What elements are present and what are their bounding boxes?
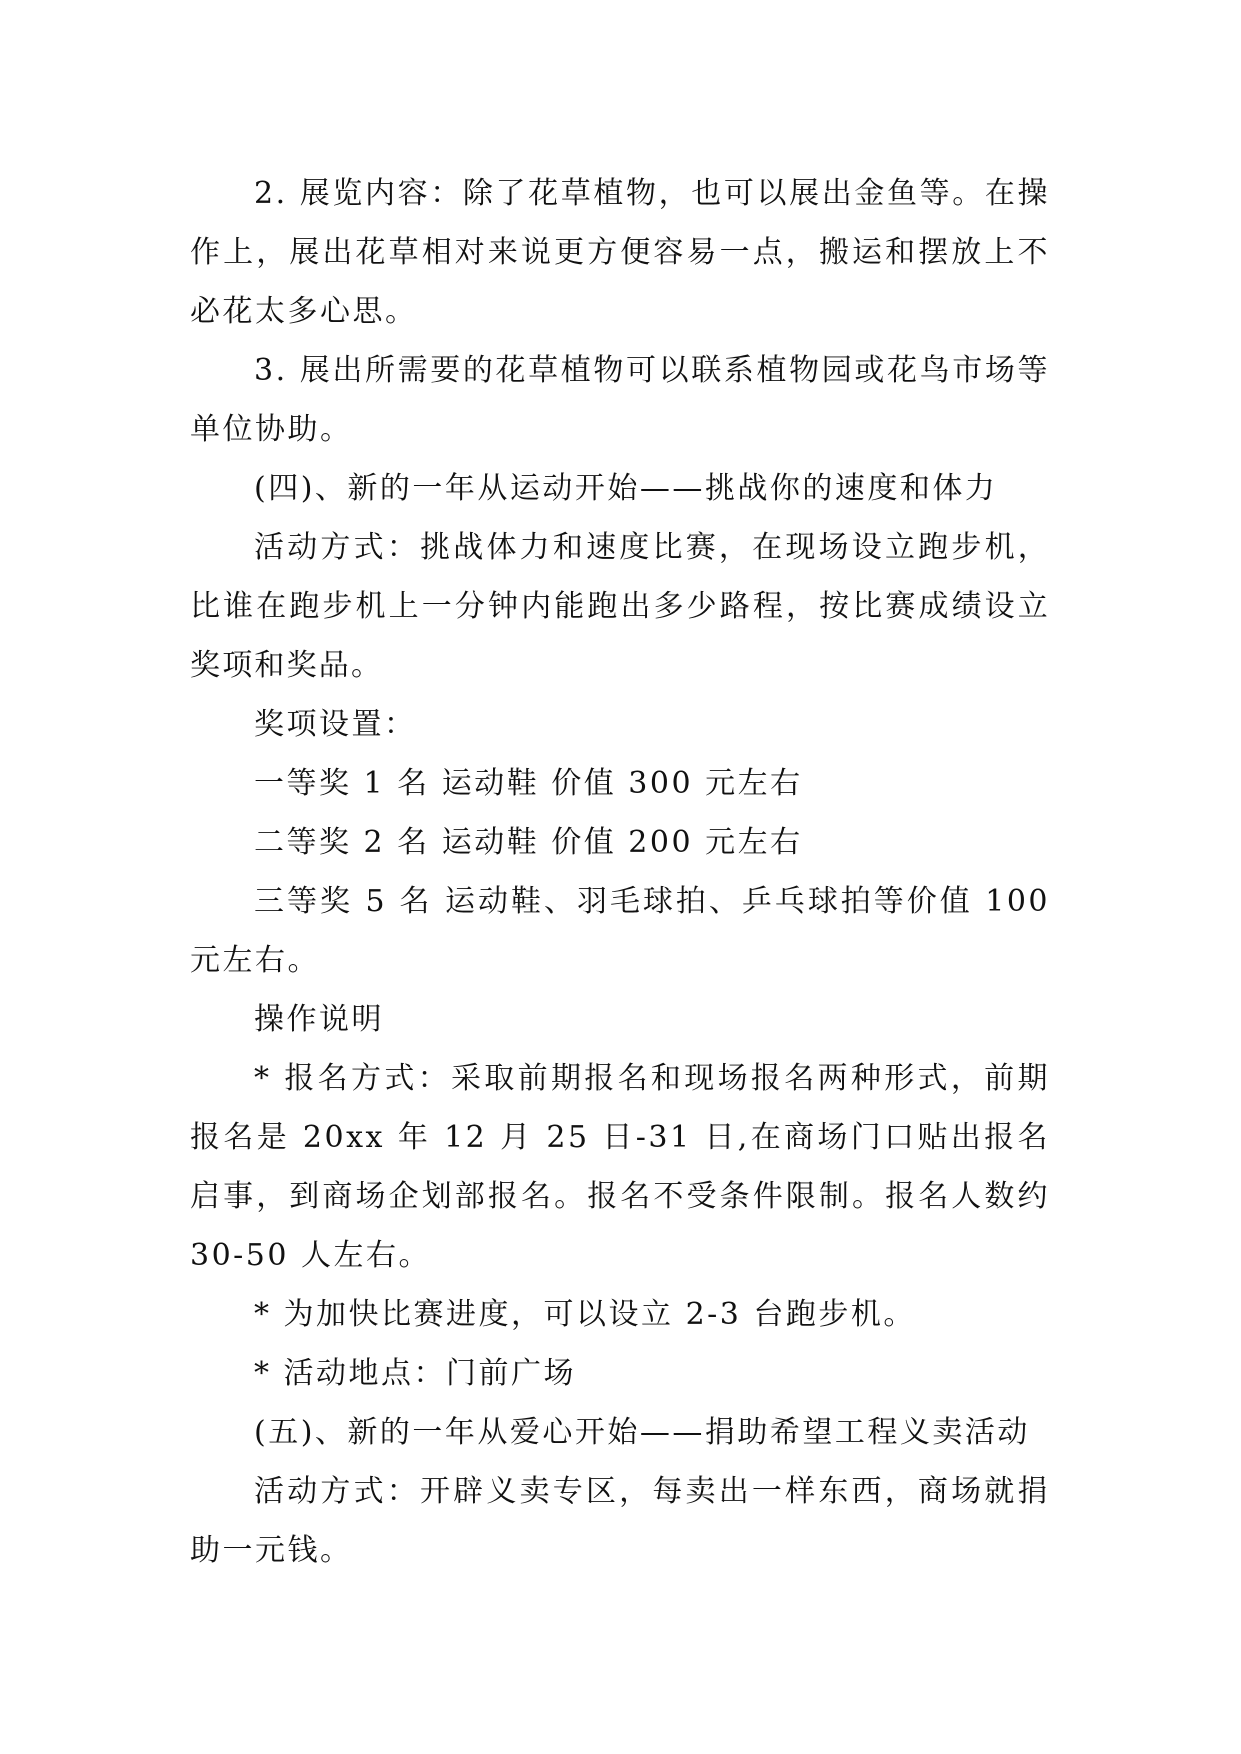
section-heading-5: (五)、新的一年从爱心开始——捐助希望工程义卖活动 — [254, 1415, 1030, 1450]
paragraph-operation-heading: 操作说明 — [254, 1002, 384, 1037]
paragraph-award-third: 三等奖 5 名 运动鞋、羽毛球拍、乒乓球拍等价值 100 元左右。 — [190, 884, 1050, 978]
paragraph-awards-heading: 奖项设置： — [254, 707, 417, 742]
paragraph-treadmills: * 为加快比赛进度，可以设立 2-3 台跑步机。 — [254, 1297, 916, 1332]
paragraph-registration: * 报名方式：采取前期报名和现场报名两种形式，前期报名是 20xx 年 12 月 25 日-31 日,在商场门口贴出报名启事，到商场企划部报名。报名不受条件限制。报名人数约 30-50 人左右。 — [190, 1061, 1050, 1273]
paragraph-location: * 活动地点：门前广场 — [254, 1356, 577, 1391]
paragraph-award-first: 一等奖 1 名 运动鞋 价值 300 元左右 — [254, 766, 803, 801]
document-page — [190, 164, 1050, 1580]
paragraph-activity-method-5: 活动方式：开辟义卖专区，每卖出一样东西，商场就捐助一元钱。 — [190, 1474, 1050, 1568]
paragraph-exhibit-content: 2. 展览内容：除了花草植物，也可以展出金鱼等。在操作上，展出花草相对来说更方便容易一点，搬运和摆放上不必花太多心思。 — [190, 176, 1050, 329]
paragraph-exhibit-sources: 3. 展出所需要的花草植物可以联系植物园或花鸟市场等单位协助。 — [190, 353, 1050, 447]
paragraph-activity-method-4: 活动方式：挑战体力和速度比赛，在现场设立跑步机，比谁在跑步机上一分钟内能跑出多少路程，按比赛成绩设立奖项和奖品。 — [190, 530, 1050, 683]
section-heading-4: (四)、新的一年从运动开始——挑战你的速度和体力 — [254, 471, 998, 506]
paragraph-award-second: 二等奖 2 名 运动鞋 价值 200 元左右 — [254, 825, 803, 860]
